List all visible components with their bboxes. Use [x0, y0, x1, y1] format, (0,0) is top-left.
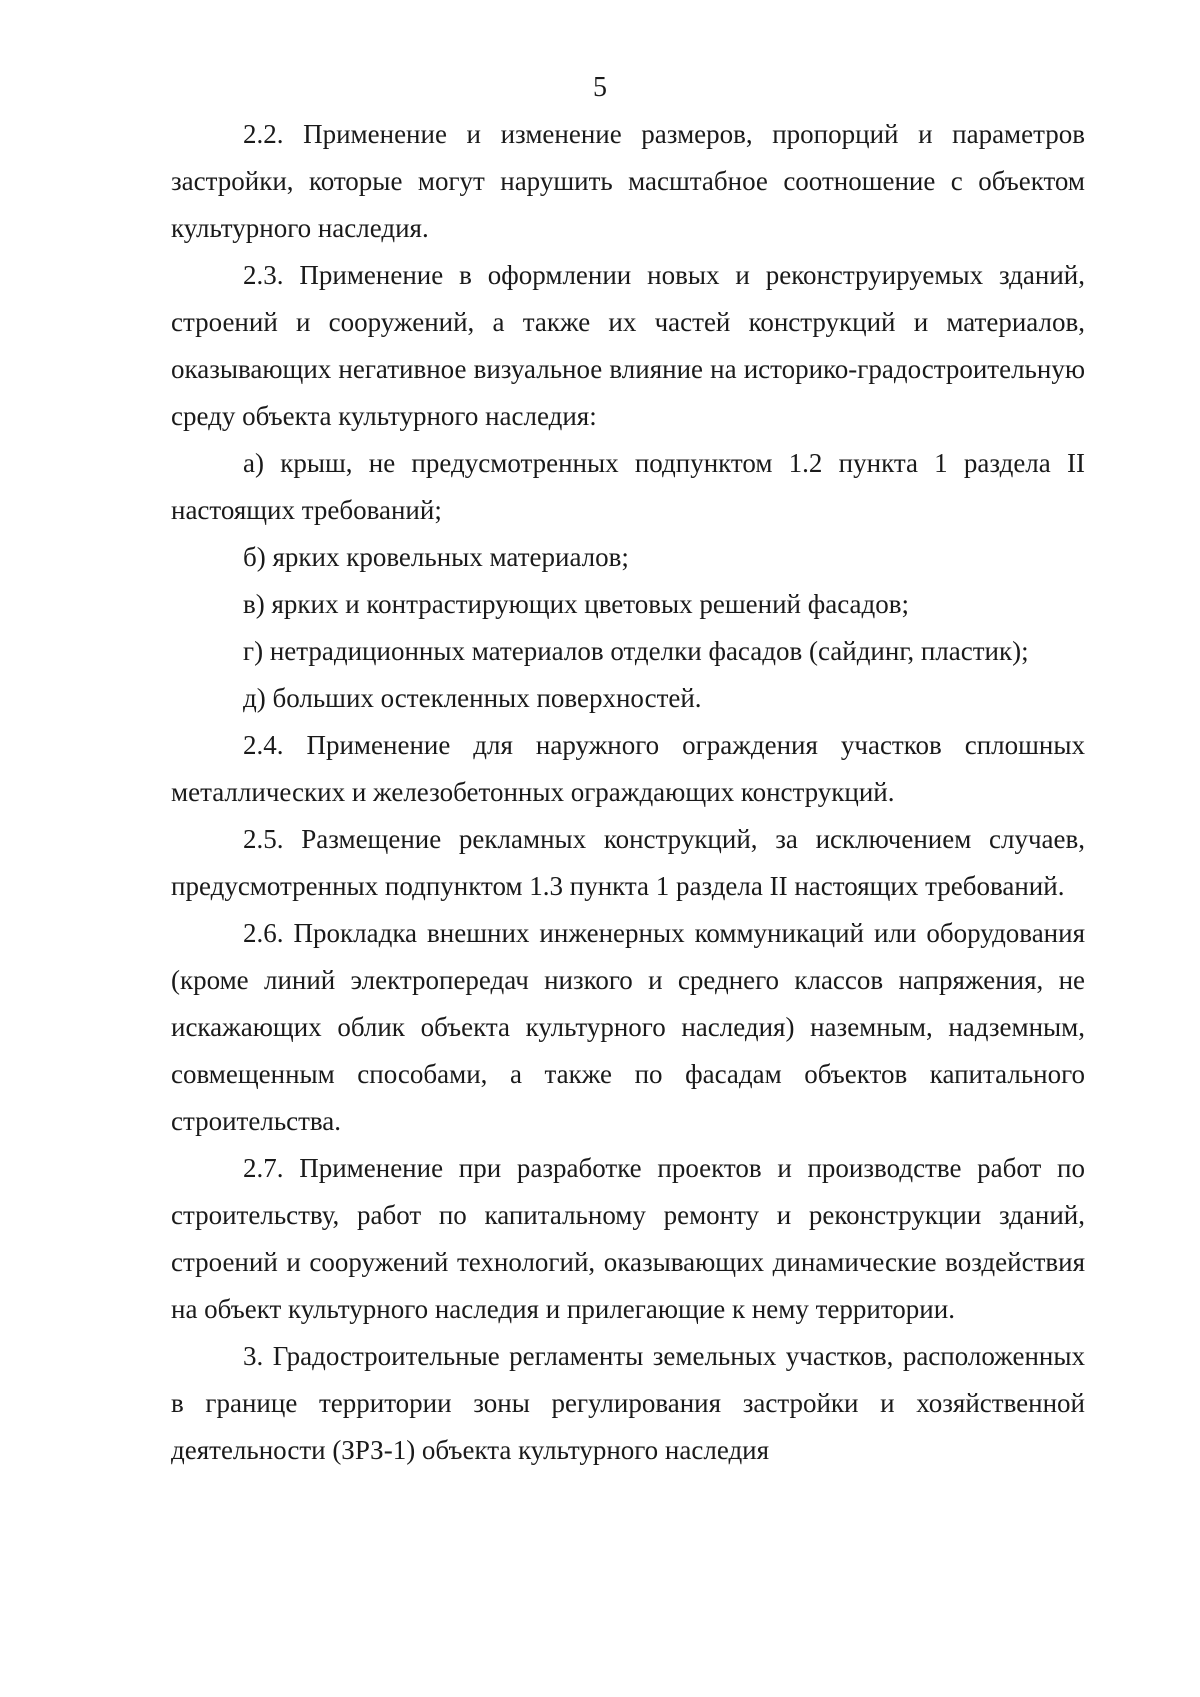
- document-body: [171, 111, 1085, 1474]
- list-item-v: в) ярких и контрастирующих цветовых решений фасадов;: [243, 589, 909, 619]
- paragraph-2-4: 2.4. Применение для наружного ограждения участков сплошных металлических и железобетонных ограждающих конструкций.: [171, 730, 1085, 807]
- list-item-d: д) больших остекленных поверхностей.: [243, 683, 702, 713]
- paragraph-3: 3. Градостроительные регламенты земельных участков, расположенных в границе территории зоны регулирования застройки и хозяйственной деятельности (ЗРЗ-1) объекта культурного наследия: [171, 1341, 1085, 1465]
- paragraph-2-5: 2.5. Размещение рекламных конструкций, за исключением случаев, предусмотренных подпунктом 1.3 пункта 1 раздела II настоящих требований.: [171, 824, 1085, 901]
- paragraph-2-7: 2.7. Применение при разработке проектов и производстве работ по строительству, работ по капитальному ремонту и реконструкции зданий, строений и сооружений технологий, оказывающих динамические воздействия на объект культурного наследия и прилегающие к нему территории.: [171, 1153, 1085, 1324]
- list-item-g: г) нетрадиционных материалов отделки фасадов (сайдинг, пластик);: [243, 636, 1029, 666]
- page-number: 5: [593, 72, 607, 103]
- list-item-a: а) крыш, не предусмотренных подпунктом 1.2 пункта 1 раздела II настоящих требований;: [171, 448, 1085, 525]
- paragraph-2-3: 2.3. Применение в оформлении новых и реконструируемых зданий, строений и сооружений, а также их частей конструкций и материалов, оказывающих негативное визуальное влияние на историко-градостроительную среду объекта культурного наследия:: [171, 260, 1085, 431]
- paragraph-2-2: 2.2. Применение и изменение размеров, пропорций и параметров застройки, которые могут нарушить масштабное соотношение с объектом культурного наследия.: [171, 119, 1085, 243]
- paragraph-2-6: 2.6. Прокладка внешних инженерных коммуникаций или оборудования (кроме линий электропередач низкого и среднего классов напряжения, не искажающих облик объекта культурного наследия) наземным, надземным, совмещенным способами, а также по фасадам объектов капитального строительства.: [171, 918, 1085, 1136]
- list-item-b: б) ярких кровельных материалов;: [243, 542, 629, 572]
